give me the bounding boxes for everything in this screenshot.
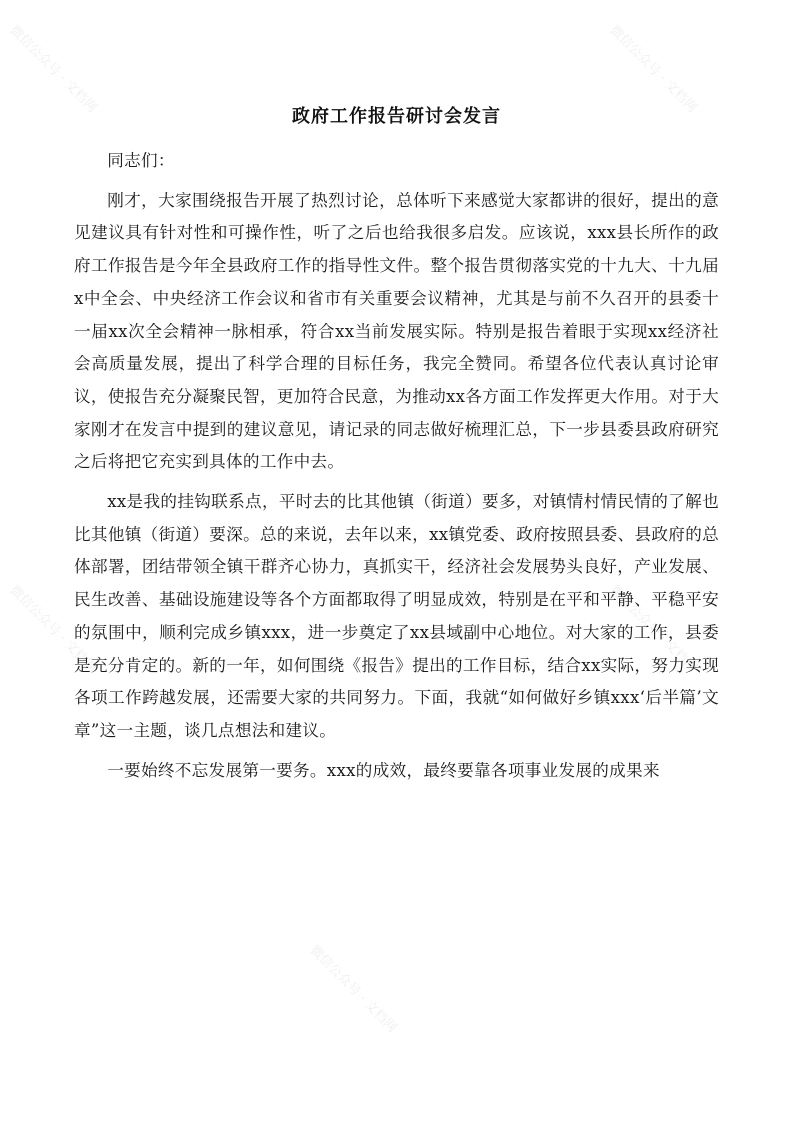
- page-title: 政府工作报告研讨会发言: [292, 106, 501, 127]
- document-body: [74, 145, 719, 787]
- watermark: 微信公众号 · 文档网: [6, 22, 100, 116]
- paragraph: 一要始终不忘发展第一要务。xxx的成效，最终要靠各项事业发展的成果来: [107, 760, 660, 780]
- greeting: 同志们：: [107, 151, 175, 170]
- paragraph: xx是我的挂钩联系点，平时去的比其他镇（街道）要多，对镇情村情民情的了解也比其他镇（街道）要深。总的来说，去年以来，xx镇党委、政府按照县委、县政府的总体部署，团结带领全镇干群齐心协力，真抓实干，经济社会发展势头良好，产业发展、民生改善、基础设施建设等各个方面都取得了明显成效，特别是在平和平静、平稳平安的氛围中，顺利完成乡镇xxx，进一步奠定了xx县域副中心地位。对大家的工作，县委是充分肯定的。新的一年，如何围绕《报告》提出的工作目标，结合xx实际，努力实现各项工作跨越发展，还需要大家的共同努力。下面，我就“如何做好乡镇xxx‘后半篇’文章”这一主题，谈几点想法和建议。: [74, 492, 719, 740]
- watermark: 微信公众号 · 文档网: [606, 582, 700, 676]
- watermark: 微信公众号 · 文档网: [306, 942, 400, 1036]
- watermark: 微信公众号 · 文档网: [6, 582, 100, 676]
- watermark: 微信公众号 · 文档网: [606, 22, 700, 116]
- paragraph: 刚才，大家围绕报告开展了热烈讨论，总体听下来感觉大家都讲的很好，提出的意见建议具有针对性和可操作性，听了之后也给我很多启发。应该说，xxx县长所作的政府工作报告是今年全县政府工作的指导性文件。整个报告贯彻落实党的十九大、十九届x中全会、中央经济工作会议和省市有关重要会议精神，尤其是与前不久召开的县委十一届xx次全会精神一脉相承，符合xx当前发展实际。特别是报告着眼于实现xx经济社会高质量发展，提出了科学合理的目标任务，我完全赞同。希望各位代表认真讨论审议，使报告充分凝聚民智，更加符合民意，为推动xx各方面工作发挥更大作用。对于大家刚才在发言中提到的建议意见，请记录的同志做好梳理汇总，下一步县委县政府研究之后将把它充实到具体的工作中去。: [74, 190, 719, 472]
